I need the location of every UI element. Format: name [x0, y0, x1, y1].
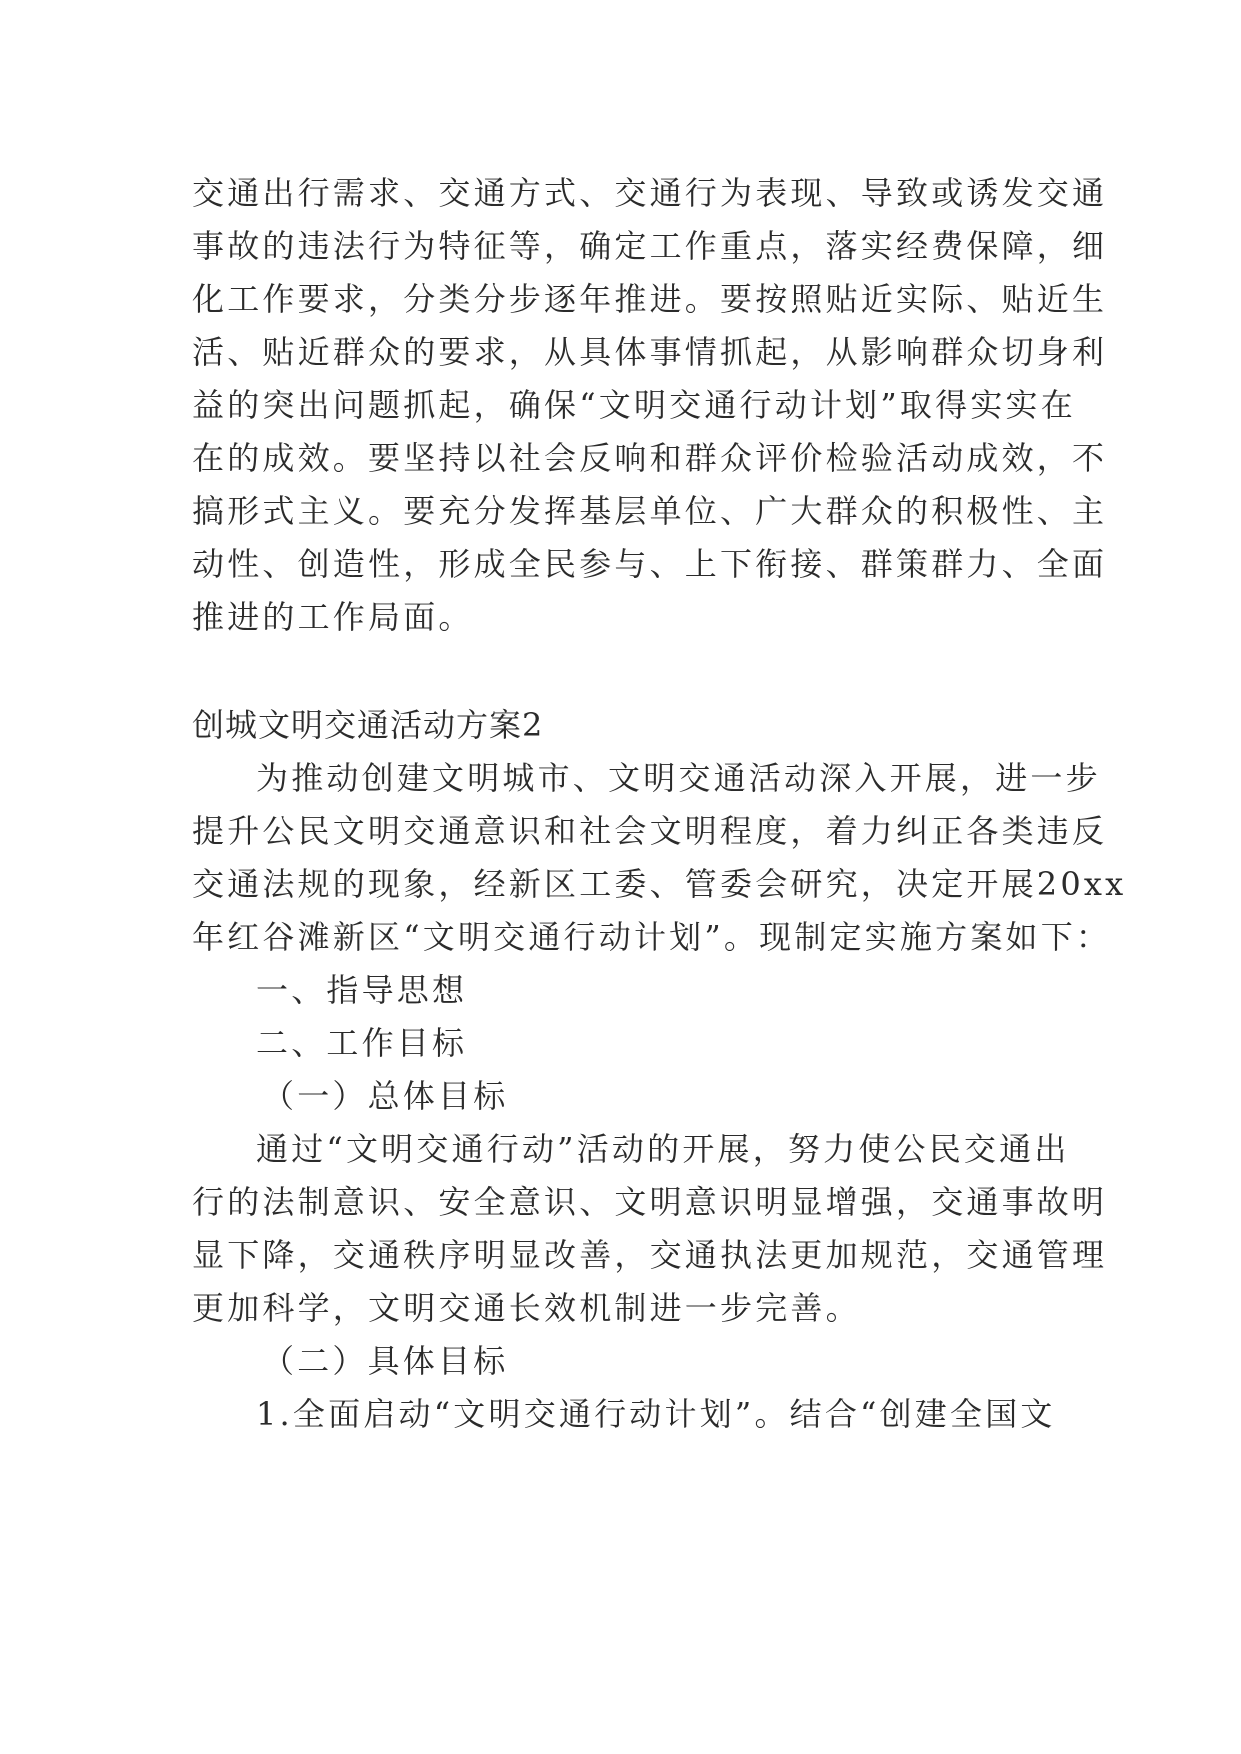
body-text-line: 提升公民文明交通意识和社会文明程度，着力纠正各类违反 — [192, 812, 1108, 850]
body-text-line: 显下降，交通秩序明显改善，交通执法更加规范，交通管理 — [192, 1236, 1108, 1274]
section-heading: 创城文明交通活动方案2 — [192, 706, 544, 744]
list-item-first-line: 1.全面启动“文明交通行动计划”。结合“创建全国文 — [256, 1395, 1056, 1433]
outline-subheading: （一）总体目标 — [262, 1077, 509, 1115]
paragraph-first-line: 通过“文明交通行动”活动的开展，努力使公民交通出 — [256, 1130, 1070, 1168]
body-text-line: 交通出行需求、交通方式、交通行为表现、导致或诱发交通 — [192, 174, 1108, 212]
body-text-line: 更加科学，文明交通长效机制进一步完善。 — [192, 1289, 861, 1327]
body-text-line: 益的突出问题抓起，确保“文明交通行动计划”取得实实在 — [192, 386, 1076, 424]
body-text-line: 事故的违法行为特征等，确定工作重点，落实经费保障，细 — [192, 227, 1108, 265]
body-text-line: 活、贴近群众的要求，从具体事情抓起，从影响群众切身利 — [192, 333, 1108, 371]
outline-heading: 一、指导思想 — [256, 971, 468, 1009]
body-text-line: 推进的工作局面。 — [192, 598, 474, 636]
body-text-line: 化工作要求，分类分步逐年推进。要按照贴近实际、贴近生 — [192, 280, 1108, 318]
body-text-line: 年红谷滩新区“文明交通行动计划”。现制定实施方案如下： — [192, 918, 1112, 956]
outline-subheading: （二）具体目标 — [262, 1342, 509, 1380]
body-text-line: 行的法制意识、安全意识、文明意识明显增强，交通事故明 — [192, 1183, 1108, 1221]
body-text-line: 动性、创造性，形成全民参与、上下衔接、群策群力、全面 — [192, 545, 1108, 583]
body-text-line: 搞形式主义。要充分发挥基层单位、广大群众的积极性、主 — [192, 492, 1108, 530]
body-text-line: 在的成效。要坚持以社会反响和群众评价检验活动成效，不 — [192, 439, 1108, 477]
body-text-line: 交通法规的现象，经新区工委、管委会研究，决定开展20xx — [192, 865, 1127, 903]
paragraph-first-line: 为推动创建文明城市、文明交通活动深入开展，进一步 — [256, 759, 1101, 797]
outline-heading: 二、工作目标 — [256, 1024, 468, 1062]
